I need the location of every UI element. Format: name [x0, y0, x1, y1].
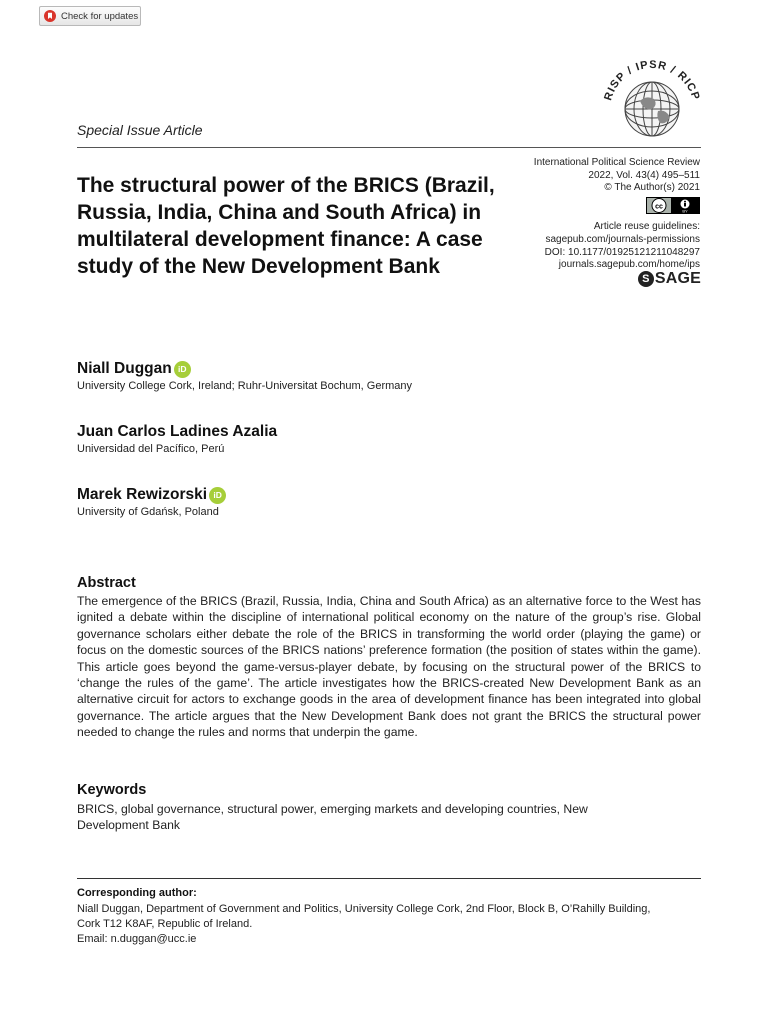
- sage-s-icon: S: [638, 271, 654, 287]
- orcid-icon[interactable]: iD: [174, 361, 191, 378]
- author-affiliation: University College Cork, Ireland; Ruhr-Universitat Bochum, Germany: [77, 380, 413, 392]
- author-affiliation: Universidad del Pacífico, Perú: [77, 443, 225, 455]
- journal-name: International Political Science Review: [533, 157, 700, 168]
- author-name-text: Juan Carlos Ladines Azalia: [77, 423, 278, 440]
- abstract-heading: Abstract: [77, 575, 136, 591]
- journal-home-link[interactable]: journals.sagepub.com/home/ips: [558, 259, 700, 271]
- author-name-text: Marek Rewizorski: [77, 486, 208, 503]
- cc-by-icon: [646, 197, 700, 214]
- corresponding-address-line: Niall Duggan, Department of Government and Politics, University College Cork, 2nd Floor, Block B, O’Rahilly Building,: [77, 903, 651, 915]
- svg-text:BY: BY: [682, 208, 688, 214]
- keywords-text: BRICS, global governance, structural power, emerging markets and developing countries, New Development Bank: [77, 802, 588, 832]
- author-name-text: Niall Duggan: [77, 360, 172, 377]
- author-name: [77, 423, 277, 441]
- journal-volume: 2022, Vol. 43(4) 495–511: [588, 169, 700, 181]
- corresponding-address-line: Cork T12 K8AF, Republic of Ireland.: [77, 918, 253, 930]
- reuse-label: Article reuse guidelines:: [593, 221, 700, 233]
- header-divider: [77, 147, 701, 148]
- corresponding-author-heading: Corresponding author:: [77, 887, 197, 899]
- sage-wordmark: SAGE: [654, 270, 701, 287]
- journal-copyright: © The Author(s) 2021: [604, 182, 700, 194]
- doi[interactable]: DOI: 10.1177/01925121211048297: [544, 246, 700, 258]
- footer-divider: [77, 878, 701, 879]
- corresponding-author-details: [77, 902, 707, 947]
- ipsa-globe-logo: [602, 60, 702, 140]
- article-title: The structural power of the BRICS (Brazil, Russia, India, China and South Africa) in multilateral development finance: A case study of the New Development Bank: [77, 174, 495, 278]
- check-for-updates-label: Check for updates: [61, 10, 139, 22]
- keywords-heading: Keywords: [77, 782, 147, 798]
- author-name: [77, 486, 226, 504]
- author-affiliation: University of Gdańsk, Poland: [77, 506, 219, 518]
- reuse-link[interactable]: sagepub.com/journals-permissions: [545, 233, 700, 245]
- corresponding-email[interactable]: Email: n.duggan@ucc.ie: [77, 933, 197, 945]
- svg-text:cc: cc: [655, 203, 663, 211]
- bookmark-icon: [44, 10, 56, 22]
- orcid-icon[interactable]: iD: [209, 487, 226, 504]
- abstract-text: The emergence of the BRICS (Brazil, Russia, India, China and South Africa) as an alternative force to the West has ignited a debate within the discipline of international political economy on the nature of the group’s rise. Global governance scholars either debate the role of the BRICS in transforming the world order (playing the game) or focus on the domestic sources of the BRICS nations’ preference formation (the position of states within the game). This article goes beyond the game-versus-player debate, by focusing on the structural power of the BRICS to ‘change the rules of the game’. The article investigates how the BRICS-created New Development Bank as an alternative circuit for actors to exchange goods in the area of development finance has been integrated into global governance. The article argues that the New Development Bank does not grant the BRICS the structural power needed to change the rules and norms that underpin the game.: [77, 594, 701, 740]
- sage-logo: [638, 270, 701, 288]
- author-name: [77, 360, 191, 378]
- svg-text:RISP / IPSR / RICP: RISP / IPSR / RICP: [602, 60, 702, 103]
- article-type: Special Issue Article: [77, 122, 203, 138]
- journal-info: [470, 157, 700, 272]
- check-for-updates-button[interactable]: [39, 6, 141, 26]
